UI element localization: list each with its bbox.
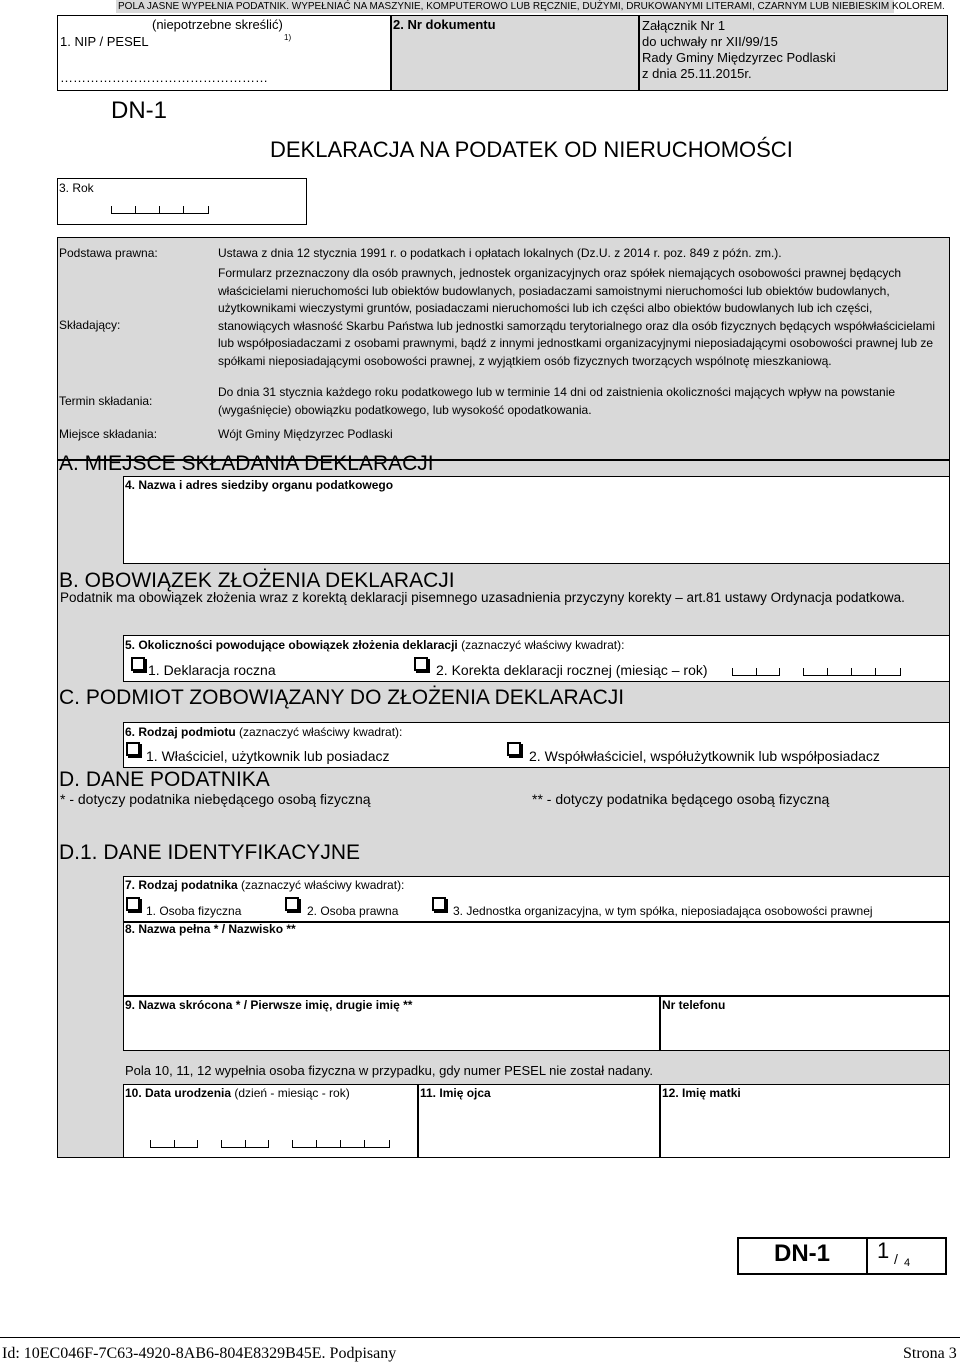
filer-label: Składający: bbox=[59, 318, 121, 332]
strike-note: (niepotrzebne skreślić) bbox=[152, 17, 283, 32]
field8-label: 8. Nazwa pełna * / Nazwisko ** bbox=[125, 922, 296, 936]
year-field[interactable] bbox=[57, 178, 307, 225]
top-notice: POLA JASNE WYPEŁNIA PODATNIK. WYPEŁNIAĆ NA MASZYNIE, KOMPUTEROWO LUB RĘCZNIE, DUŻYMI, DRUKOWANYMI LITERAMI, CZARNYM LUB NIEBIESKIM KOLOREM. bbox=[118, 1, 945, 12]
form-title: DEKLARACJA NA PODATEK OD NIERUCHOMOŚCI bbox=[270, 137, 793, 162]
annex-line3: Rady Gminy Międzyrzec Podlaski bbox=[642, 50, 836, 65]
year-slots bbox=[111, 207, 209, 214]
correction-year-slots[interactable] bbox=[803, 669, 901, 676]
field4-label: 4. Nazwa i adres siedziby organu podatkowego bbox=[125, 478, 394, 492]
field7-label-bold: 7. Rodzaj podatnika bbox=[125, 878, 238, 892]
pesel-note: Pola 10, 11, 12 wypełnia osoba fizyczna w przypadku, gdy numer PESEL nie został nadany. bbox=[125, 1063, 654, 1078]
footer-rule bbox=[0, 1337, 960, 1338]
section-b-text: Podatnik ma obowiązek złożenia wraz z korektą deklaracji pisemnego uzasadnienia przyczyny korekty – art.81 ustawy Ordynacja podatkowa. bbox=[60, 590, 905, 605]
section-a-title: A. MIEJSCE SKŁADANIA DEKLARACJI bbox=[59, 452, 434, 475]
field6-label bbox=[125, 725, 402, 739]
field10-label-bold: 10. Data urodzenia bbox=[125, 1086, 232, 1100]
section-d1-title: D.1. DANE IDENTYFIKACYJNE bbox=[59, 841, 361, 864]
footer-page: Strona 3 bbox=[903, 1345, 957, 1362]
phone-label: Nr telefonu bbox=[662, 998, 726, 1012]
field10-label-note: (dzień - miesiąc - rok) bbox=[231, 1086, 350, 1100]
month-slots[interactable] bbox=[732, 669, 780, 676]
co-owner-label: 2. Współwłaściciel, współużytkownik lub współposiadacz bbox=[529, 748, 880, 764]
field5-label bbox=[125, 638, 624, 652]
badge-code: DN-1 bbox=[774, 1240, 831, 1267]
annex-line4: z dnia 25.11.2015r. bbox=[642, 66, 752, 81]
form-body bbox=[57, 460, 950, 1158]
basis-label: Podstawa prawna: bbox=[59, 246, 158, 260]
note-natural-person: ** - dotyczy podatnika będącego osobą fizyczną bbox=[532, 791, 830, 807]
basis-text: Ustawa z dnia 12 stycznia 1991 r. o podatkach i opłatach lokalnych (Dz.U. z 2014 r. poz. 849 z późn. zm.). bbox=[218, 246, 782, 260]
field12-label: 12. Imię matki bbox=[662, 1086, 741, 1100]
org-unit-checkbox[interactable] bbox=[432, 897, 446, 911]
place-text: Wójt Gminy Międzyrzec Podlaski bbox=[218, 427, 393, 441]
badge-page-total: 4 bbox=[904, 1257, 911, 1269]
field5-label-note: (zaznaczyć właściwy kwadrat): bbox=[457, 638, 625, 652]
annex-line1: Załącznik Nr 1 bbox=[642, 18, 726, 33]
field6-label-bold: 6. Rodzaj podmiotu bbox=[125, 725, 236, 739]
note-non-natural-person: * - dotyczy podatnika niebędącego osobą fizyczną bbox=[60, 791, 371, 807]
correction-checkbox[interactable] bbox=[414, 657, 428, 671]
badge-page-num: 1 bbox=[877, 1238, 890, 1263]
doc-no-label: 2. Nr dokumentu bbox=[393, 17, 496, 32]
deadline-label: Termin składania: bbox=[59, 394, 153, 408]
org-unit-label: 3. Jednostka organizacyjna, w tym spółka, nieposiadająca osobowości prawnej bbox=[453, 904, 873, 918]
natural-person-checkbox[interactable] bbox=[126, 897, 140, 911]
nip-label: 1. NIP / PESEL bbox=[60, 34, 149, 49]
owner-label: 1. Właściciel, użytkownik lub posiadacz bbox=[146, 748, 390, 764]
nip-sup: 1) bbox=[284, 33, 292, 42]
annex-line2: do uchwały nr XII/99/15 bbox=[642, 34, 778, 49]
field7-label-note: (zaznaczyć właściwy kwadrat): bbox=[237, 878, 405, 892]
deadline-text: Do dnia 31 stycznia każdego roku podatkowego lub w terminie 14 dni od zaistnienia okoliczności mających wpływ na powstanie (wygaśnięcie) obowiązku podatkowego, lub wysokość opodatkowania. bbox=[218, 385, 896, 417]
legal-person-checkbox[interactable] bbox=[285, 897, 299, 911]
field6-label-note: (zaznaczyć właściwy kwadrat): bbox=[235, 725, 403, 739]
field11-label: 11. Imię ojca bbox=[420, 1086, 491, 1100]
field10-label bbox=[125, 1086, 350, 1100]
footer-id: Id: 10EC046F-7C63-4920-8AB6-804E8329B45E. Podpisany bbox=[2, 1345, 397, 1362]
field9-label: 9. Nazwa skrócona * / Pierwsze imię, drugie imię ** bbox=[125, 998, 413, 1012]
natural-person-label: 1. Osoba fizyczna bbox=[146, 904, 242, 918]
section-d-title: D. DANE PODATNIKA bbox=[59, 768, 270, 791]
birth-month-slots bbox=[221, 1141, 269, 1148]
nip-dots: ………………………………………… bbox=[60, 70, 268, 85]
field5-label-bold: 5. Okoliczności powodujące obowiązek złożenia deklaracji bbox=[125, 638, 458, 652]
page-badge bbox=[737, 1237, 947, 1275]
legal-person-label: 2. Osoba prawna bbox=[307, 904, 399, 918]
field7-label bbox=[125, 878, 404, 892]
section-b-title: B. OBOWIĄZEK ZŁOŻENIA DEKLARACJI bbox=[59, 569, 455, 592]
place-label: Miejsce składania: bbox=[59, 427, 158, 441]
co-owner-checkbox[interactable] bbox=[507, 742, 521, 756]
owner-checkbox[interactable] bbox=[126, 742, 140, 756]
filer-text: Formularz przeznaczony dla osób prawnych, jednostek organizacyjnych oraz spółek niemających osobowości prawnej będących właścicielami nieruchomości lub obiektów budowlanych, posiadaczami samoistnymi nieruchomości lub obiektów budowlanych, użytkownikami wieczystymi gruntów, posiadaczami nieruchomości lub ich części albo obiektów budowlanych lub ich części, stanowiących własność Skarbu Państwa lub jednostki samorządu terytorialnego oraz dla osób fizycznych będących współwłaścicielami lub współposiadaczami z osobami prawnymi, bądź z innymi jednostkami organizacyjnymi nieposiadającymi osobowości prawnej lub ze spółkami nieposiadającymi osobowości prawnej, z wyjątkiem osób fizycznych tworzących wspólnotę mieszkaniową. bbox=[218, 266, 936, 368]
annual-declaration-checkbox[interactable] bbox=[131, 657, 145, 671]
section-c-title: C. PODMIOT ZOBOWIĄZANY DO ZŁOŻENIA DEKLARACJI bbox=[59, 686, 625, 709]
birth-year-slots bbox=[292, 1141, 390, 1148]
year-label: 3. Rok bbox=[59, 181, 94, 195]
correction-label: 2. Korekta deklaracji rocznej (miesiąc – rok) bbox=[436, 662, 708, 678]
form-code: DN-1 bbox=[111, 97, 168, 124]
annual-declaration-label: 1. Deklaracja roczna bbox=[148, 662, 276, 678]
page-badge-divider bbox=[866, 1237, 868, 1275]
birth-day-slots bbox=[150, 1141, 198, 1148]
badge-page-sep: / bbox=[894, 1251, 898, 1267]
